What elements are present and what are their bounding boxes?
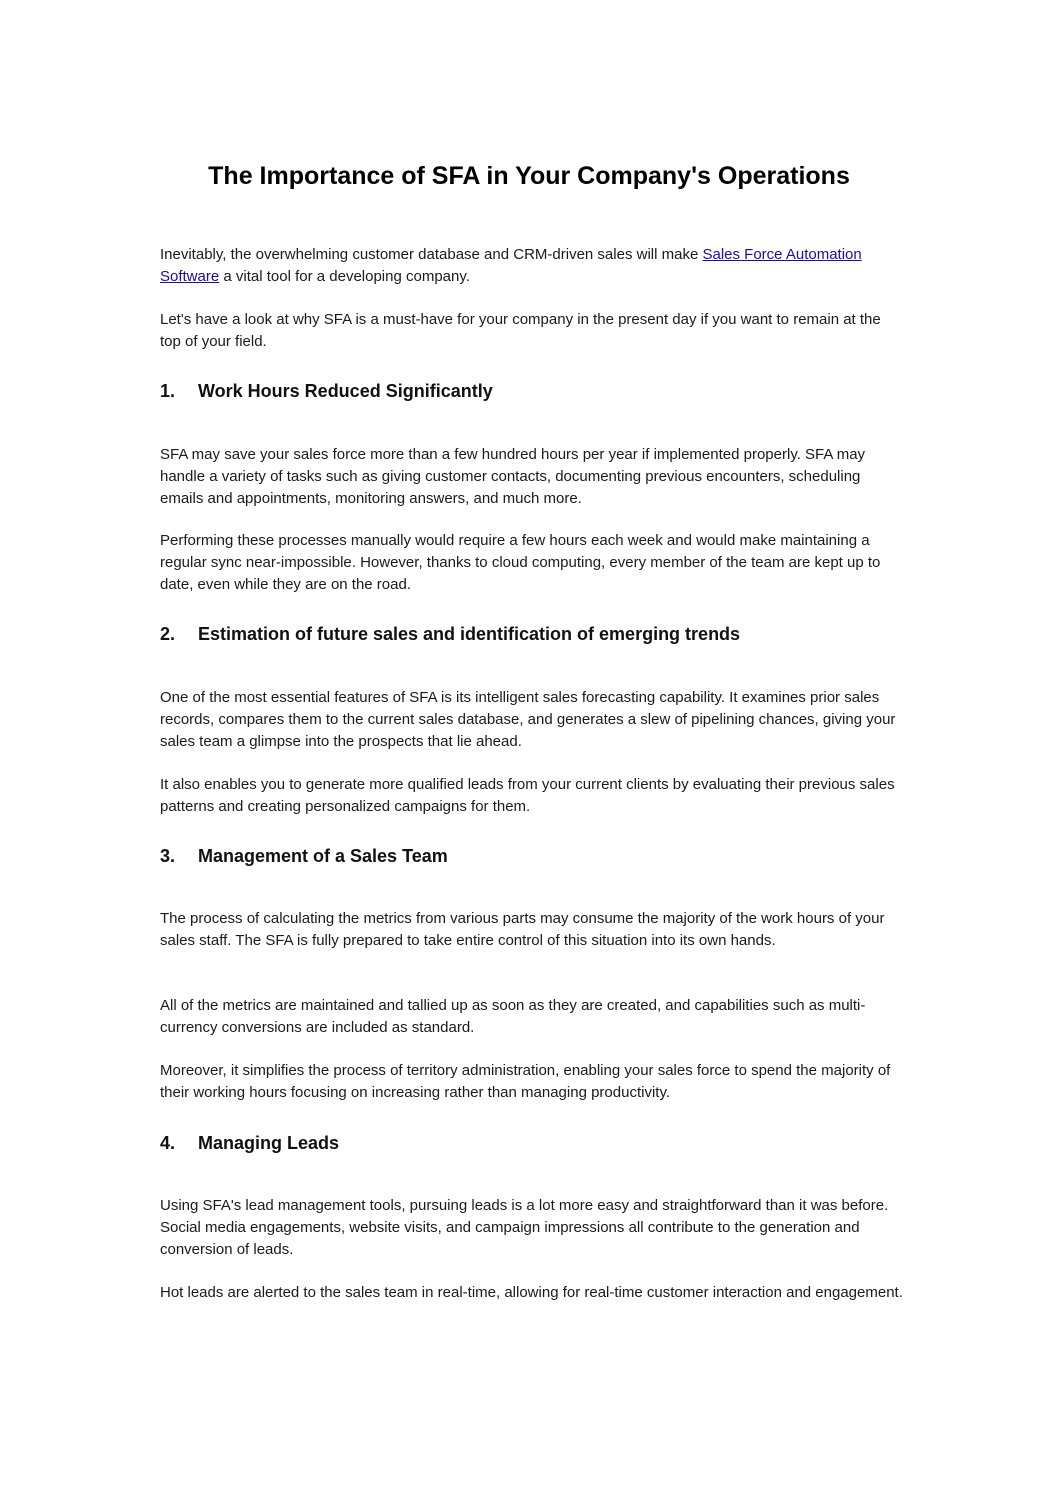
section-2-heading [160, 621, 740, 647]
section-3-title: Management of a Sales Team [198, 846, 448, 866]
intro-text-before-link: Inevitably, the overwhelming customer database and CRM-driven sales will make [160, 246, 703, 263]
section-4-heading [160, 1130, 339, 1156]
section-2-paragraph-1: One of the most essential features of SFA is its intelligent sales forecasting capability. It examines prior sales records, compares them to the current sales database, and generates a slew of pipelining chances, giving your sales team a glimpse into the prospects that lie ahead. [160, 689, 896, 750]
section-1-paragraph-1: SFA may save your sales force more than a few hundred hours per year if implemented properly. SFA may handle a variety of tasks such as giving customer contacts, documenting previous encounters, scheduling emails and appointments, monitoring answers, and much more. [160, 446, 866, 507]
intro-paragraph [160, 244, 905, 288]
section-3-number: 3. [160, 846, 176, 866]
section-1-title: Work Hours Reduced Significantly [198, 381, 493, 401]
section-4-number: 4. [160, 1133, 176, 1153]
section-4-paragraph-2: Hot leads are alerted to the sales team in real-time, allowing for real-time customer interaction and engagement. [160, 1284, 903, 1301]
section-3-paragraph-3: Moreover, it simplifies the process of territory administration, enabling your sales force to spend the majority of their working hours focusing on increasing rather than managing productivity. [160, 1062, 891, 1101]
section-1-heading [160, 378, 493, 404]
section-1-paragraph-2: Performing these processes manually would require a few hours each week and would make maintaining a regular sync near-impossible. However, thanks to cloud computing, every member of the team are kept up to date, even while they are on the road. [160, 532, 881, 593]
section-4-paragraph-1: Using SFA's lead management tools, pursuing leads is a lot more easy and straightforward than it was before. Social media engagements, website visits, and campaign impressions all contribute to the generation and conversion of leads. [160, 1197, 889, 1258]
section-2-title: Estimation of future sales and identification of emerging trends [198, 624, 741, 644]
section-3-heading [160, 843, 448, 869]
section-4-title: Managing Leads [198, 1133, 340, 1153]
section-2-number: 2. [160, 624, 176, 644]
document-title: The Importance of SFA in Your Company's Operations [208, 162, 850, 190]
sales-force-automation-link[interactable]: Sales Force Automation Software [160, 246, 862, 285]
section-3-paragraph-2: All of the metrics are maintained and tallied up as soon as they are created, and capabilities such as multi-currency conversions are included as standard. [160, 997, 866, 1036]
intro-text-after-link: a vital tool for a developing company. [219, 267, 470, 285]
intro-paragraph-2: Let's have a look at why SFA is a must-have for your company in the present day if you want to remain at the top of your field. [160, 311, 881, 350]
section-1-number: 1. [160, 381, 176, 401]
section-3-paragraph-1: The process of calculating the metrics from various parts may consume the majority of the work hours of your sales staff. The SFA is fully prepared to take entire control of this situation into its own hands. [160, 910, 885, 949]
section-2-paragraph-2: It also enables you to generate more qualified leads from your current clients by evaluating their previous sales patterns and creating personalized campaigns for them. [160, 776, 895, 815]
